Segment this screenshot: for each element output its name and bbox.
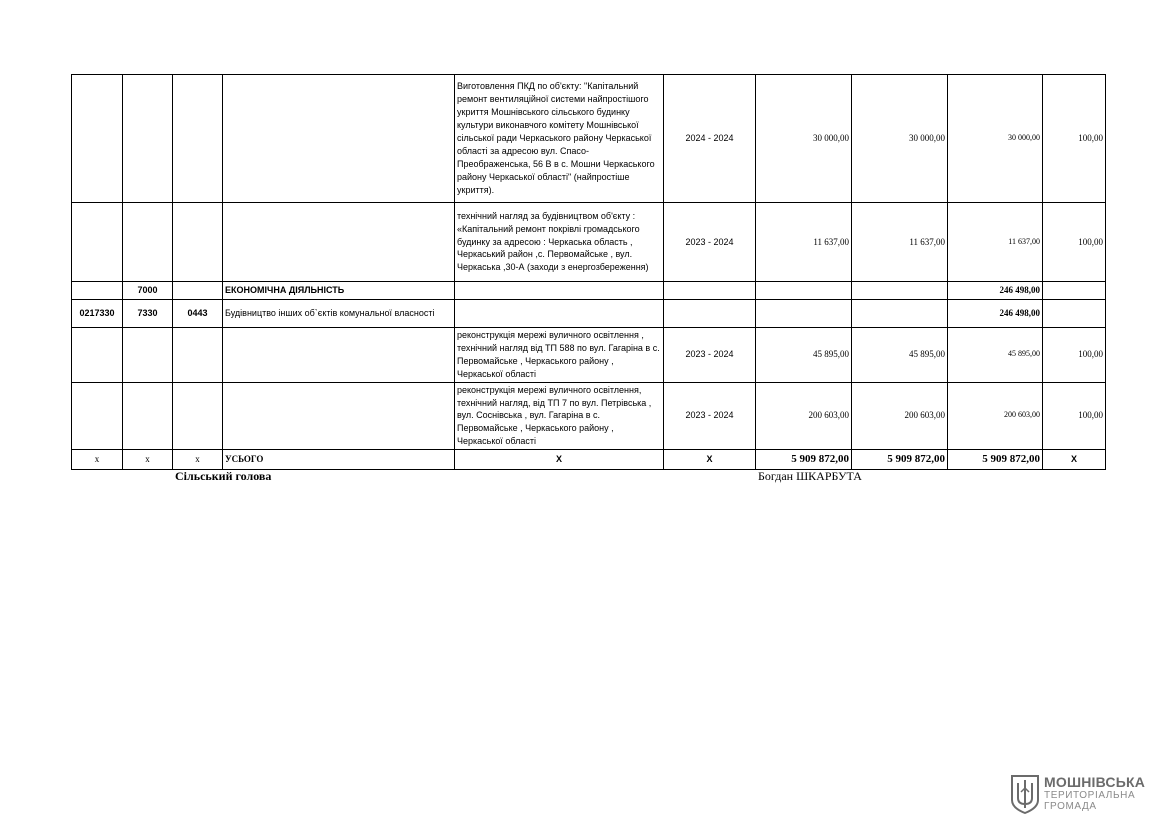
tpkvk-cell: 7000 <box>123 282 173 300</box>
tkvk-cell <box>173 203 223 282</box>
logo-line-3: ГРОМАДА <box>1044 801 1097 812</box>
total-label: УСЬОГО <box>223 450 455 470</box>
balance-cell: 11 637,00 <box>852 203 948 282</box>
kpkvk-cell: 0217330 <box>72 300 123 328</box>
section-name-cell: ЕКОНОМІЧНА ДІЯЛЬНІСТЬ <box>223 282 455 300</box>
table-row <box>72 300 1106 328</box>
balance-cell: 200 603,00 <box>852 382 948 450</box>
total-cost-cell <box>756 282 852 300</box>
balance-cell <box>852 300 948 328</box>
kpkvk-cell <box>72 282 123 300</box>
table-row <box>72 382 1106 450</box>
total-tpkvk-cell: x <box>123 450 173 470</box>
budget-amount-cell: 30 000,00 <box>948 75 1043 203</box>
total-cost-cell: 45 895,00 <box>756 328 852 383</box>
object-description <box>455 300 664 328</box>
table-row <box>72 75 1106 203</box>
budget-amount-cell: 246 498,00 <box>948 282 1043 300</box>
total-description-cell: X <box>455 450 664 470</box>
logo-line-2: ТЕРИТОРІАЛЬНА <box>1044 790 1136 801</box>
term-cell <box>664 300 756 328</box>
kpkvk-cell <box>72 75 123 203</box>
percent-cell: 100,00 <box>1043 382 1106 450</box>
total-term-cell: X <box>664 450 756 470</box>
tkvk-cell: 0443 <box>173 300 223 328</box>
object-description: реконструкція мережі вуличного освітлення , технічний нагляд від ТП 588 по вул. Гагаріна в с. Первомайське , Черкаського району , Черкаської області <box>455 328 664 383</box>
tkvk-cell <box>173 382 223 450</box>
term-cell: 2023 - 2024 <box>664 203 756 282</box>
budget-amount-cell: 11 637,00 <box>948 203 1043 282</box>
percent-cell: 100,00 <box>1043 203 1106 282</box>
signature-name: Богдан ШКАРБУТА <box>758 469 862 483</box>
total-cost-cell: 11 637,00 <box>756 203 852 282</box>
balance-cell: 30 000,00 <box>852 75 948 203</box>
object-description <box>455 282 664 300</box>
percent-cell: 100,00 <box>1043 328 1106 383</box>
percent-cell <box>1043 282 1106 300</box>
kpkvk-cell <box>72 382 123 450</box>
trident-emblem-icon <box>1010 774 1040 814</box>
tpkvk-cell <box>123 203 173 282</box>
budget-amount-cell: 200 603,00 <box>948 382 1043 450</box>
total-cost-cell <box>756 300 852 328</box>
tkvk-cell <box>173 282 223 300</box>
name-cell <box>223 382 455 450</box>
tpkvk-cell <box>123 382 173 450</box>
total-cost-sum: 5 909 872,00 <box>756 450 852 470</box>
tpkvk-cell <box>123 328 173 383</box>
signature-title: Сільський голова <box>175 469 272 483</box>
name-cell <box>223 75 455 203</box>
percent-cell <box>1043 300 1106 328</box>
total-cost-cell: 30 000,00 <box>756 75 852 203</box>
total-amount-sum: 5 909 872,00 <box>948 450 1043 470</box>
tkvk-cell <box>173 328 223 383</box>
community-logo <box>1010 772 1150 814</box>
object-description: Виготовлення ПКД по об'єкту: "Капітальний ремонт вентиляційної системи найпростішого укриття Мошнівського сільського будинку культури виконавчого комітету Мошнівської сільської ради Черкаського району Черкаської області за адресою вул. Спасо-Преображенська, 56 В в с. Мошни Черкаського району Черкаської області" (найпростіше укриття). <box>455 75 664 203</box>
total-tkvk-cell: x <box>173 450 223 470</box>
table-row <box>72 328 1106 383</box>
name-cell <box>223 203 455 282</box>
total-balance-sum: 5 909 872,00 <box>852 450 948 470</box>
table-row <box>72 203 1106 282</box>
budget-amount-cell: 246 498,00 <box>948 300 1043 328</box>
balance-cell: 45 895,00 <box>852 328 948 383</box>
kpkvk-cell <box>72 328 123 383</box>
percent-cell: 100,00 <box>1043 75 1106 203</box>
kpkvk-cell <box>72 203 123 282</box>
program-name-cell: Будівництво інших об`єктів комунальної власності <box>223 300 455 328</box>
object-description: реконструкція мережі вуличного освітлення, технічний нагляд, від ТП 7 по вул. Петрівська , вул. Соснівська , вул. Гагаріна в с. Первомайське , Черкаського району , Черкаської області <box>455 382 664 450</box>
total-row <box>72 450 1106 470</box>
term-cell: 2024 - 2024 <box>664 75 756 203</box>
total-cost-cell: 200 603,00 <box>756 382 852 450</box>
logo-line-1: МОШНІВСЬКА <box>1044 774 1146 790</box>
name-cell <box>223 328 455 383</box>
budget-table <box>71 74 1106 470</box>
table-row <box>72 282 1106 300</box>
term-cell <box>664 282 756 300</box>
term-cell: 2023 - 2024 <box>664 328 756 383</box>
tpkvk-cell <box>123 75 173 203</box>
total-percent-cell: X <box>1043 450 1106 470</box>
tpkvk-cell: 7330 <box>123 300 173 328</box>
tkvk-cell <box>173 75 223 203</box>
balance-cell <box>852 282 948 300</box>
term-cell: 2023 - 2024 <box>664 382 756 450</box>
budget-amount-cell: 45 895,00 <box>948 328 1043 383</box>
object-description: технічний нагляд за будівництвом об'єкту : «Капітальний ремонт покрівлі громадського будинку за адресою : Черкаська область , Черкаський район ,с. Первомайське , вул. Черкаська ,30-А (заходи з енергозбереження) <box>455 203 664 282</box>
total-kpkvk-cell: x <box>72 450 123 470</box>
